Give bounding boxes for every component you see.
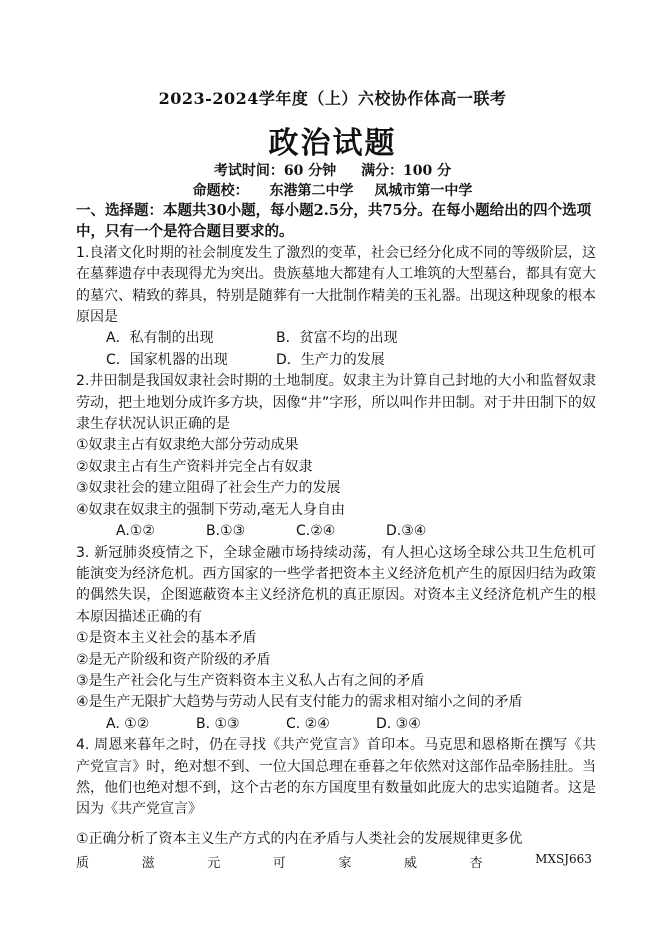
question-2-statement-2: ②奴隶主占有生产资料并完全占有奴隶 [76,458,313,475]
exam-title: 2023-2024学年度（上）六校协作体高一联考 [158,89,507,108]
footer-char-6: 威 [403,856,417,871]
question-2-statement-4: ④奴隶在奴隶主的强制下劳动,毫无人身自由 [76,501,345,518]
time-info: 考试时间：60 分钟 [213,163,337,179]
question-3-option-a: A. ①② [106,715,150,732]
subject-title: 政治试题 [268,126,397,161]
question-3-text: 3. 新冠肺炎疫情之下，全球金融市场持续动荡，有人担心这场全球公共卫生危机可能演变为经济危机。西方国家的一些学者把资本主义经济危机产生的原因归结为政策的偶然失误，企图遮蔽资本主义经济危机的真正原因。对资本主义经济危机产生的根本原因描述正确的有 [76,544,596,625]
footer-char-1: 质 [76,856,90,871]
question-3-statement-1: ①是资本主义社会的基本矛盾 [76,630,257,647]
question-2-statement-1: ①奴隶主占有奴隶绝大部分劳动成果 [76,437,299,454]
question-2-statement-3: ③奴隶社会的建立阻碍了社会生产力的发展 [76,480,341,497]
question-2-option-b: B.①③ [206,523,246,540]
footer-code: MXSJ663 [535,852,592,866]
question-4-statement-1: ①正确分析了资本主义生产方式的内在矛盾与人类社会的发展规律更多优 [76,830,523,847]
footer-char-2: 滋 [141,856,155,871]
question-3-statement-3: ③是生产社会化与生产资料资本主义私人占有之间的矛盾 [76,672,425,689]
question-1-option-b: B．贫富不均的出现 [276,330,398,347]
question-2-option-d: D.③④ [386,523,427,540]
question-4-text: 4. 周恩来暮年之时，仍在寻找《共产党宣言》首印本。马克思和恩格斯在撰写《共产党宣言》时，绝对想不到、一位大国总理在垂暮之年依然对这部作品牵肠挂肚。当然，他们也绝对想不到，这个古老的东方国度里有数量如此庞大的忠实追随者。这是因为《共产党宣言》 [76,737,596,818]
question-2-option-c: C.②④ [296,523,336,540]
question-1-options-row-1 [76,328,596,349]
question-2-option-a: A.①② [116,523,155,540]
exam-info [0,160,665,180]
school-label: 命题校： [192,183,249,199]
question-3-option-c: C. ②④ [286,715,330,732]
question-1-text: 1.良渚文化时期的社会制度发生了激烈的变革，社会已经分化成不同的等级阶层，这在墓葬遗存中表现得尤为突出。贵族墓地大都建有人工堆筑的大型墓台，都具有宽大的墓穴、精致的葬具，特别是随葬有一大批制作精美的玉礼器。出现这种现象的根本原因是 [76,244,596,326]
question-3-statement-4: ④是生产无限扩大趋势与劳动人民有支付能力的需求相对缩小之间的矛盾 [76,694,523,711]
section-heading: 一、选择题：本题共30小题，每小题2.5分，共75分。在每小题给出的四个选项中，只有一个是符合题目要求的。 [76,202,592,241]
question-2-text: 2.井田制是我国奴隶社会时期的土地制度。奴隶主为计算自己封地的大小和监督奴隶劳动，把土地划分成许多方块，因像“井”字形，所以叫作井田制。对于井田制下的奴隶生存状况认识正确的是 [76,373,596,433]
question-3-options [76,714,596,735]
question-3-option-d: D. ③④ [376,715,421,732]
question-1-option-c: C．国家机器的出现 [106,351,228,368]
questions-area [76,200,596,850]
footer-char-7: 杏 [469,856,483,871]
question-1-options-row-2 [76,350,596,371]
score-info: 满分：100 分 [361,163,452,179]
question-2-options [76,521,596,542]
question-3-option-b: B. ①③ [196,715,240,732]
question-3-statement-2: ②是无产阶级和资产阶级的矛盾 [76,651,271,668]
school-info [0,180,665,200]
question-1-option-a: A．私有制的出现 [106,330,214,347]
school-1: 东港第二中学 [269,183,354,199]
footer-char-5: 家 [338,856,352,871]
footer-char-4: 可 [272,856,286,871]
footer [76,852,592,871]
footer-char-3: 元 [207,856,221,871]
question-1-option-d: D．生产力的发展 [276,351,385,368]
school-2: 凤城市第一中学 [374,183,473,199]
